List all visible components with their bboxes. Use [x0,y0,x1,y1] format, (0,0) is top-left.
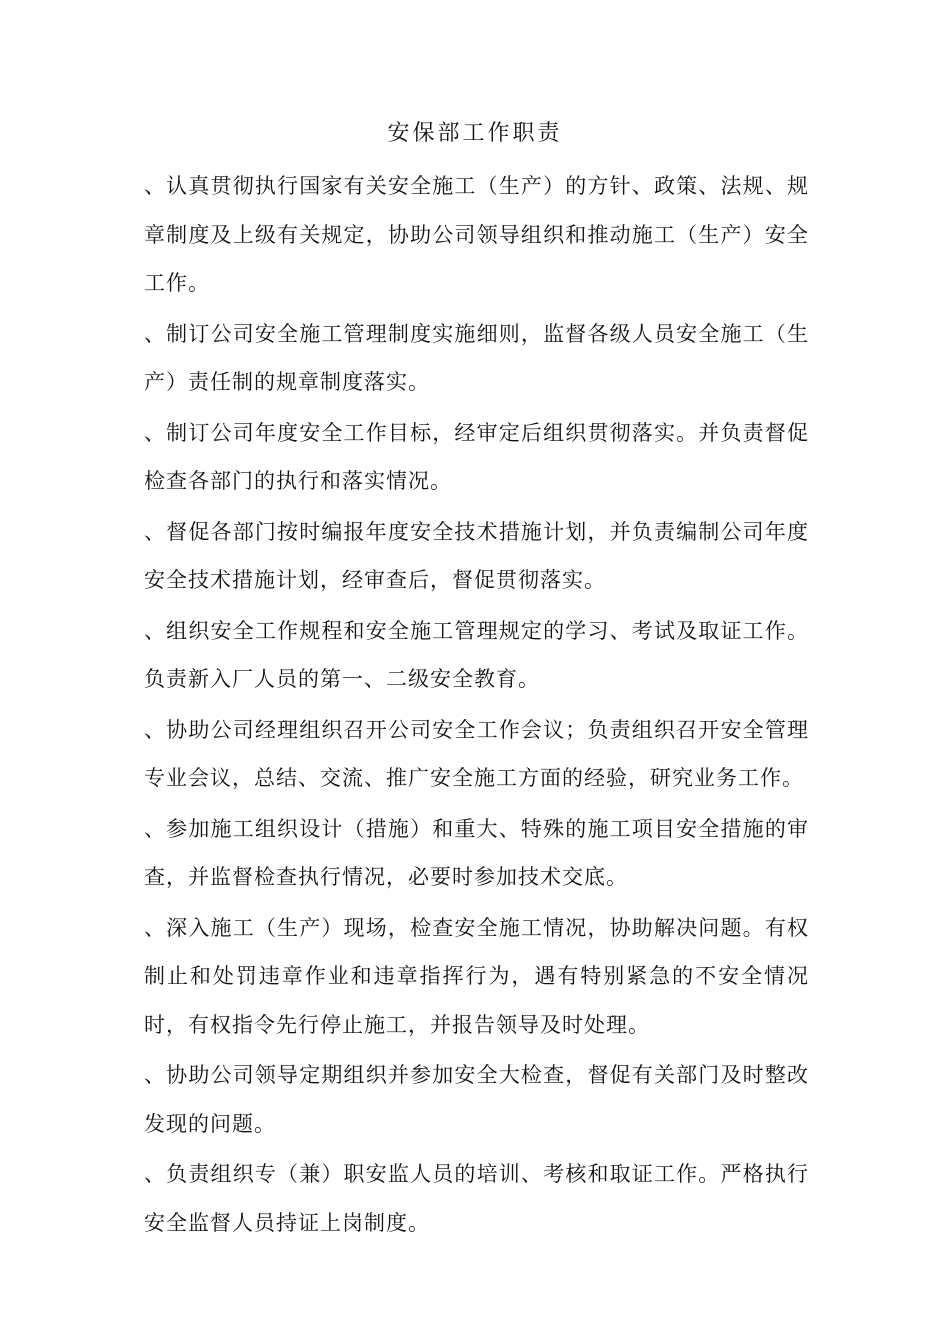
duty-item-7: 、参加施工组织设计（措施）和重大、特殊的施工项目安全措施的审查，并监督检查执行情况，必要时参加技术交底。 [144,816,809,889]
document-title: 安保部工作职责 [387,121,563,146]
duty-item-6: 、协助公司经理组织召开公司安全工作会议；负责组织召开安全管理专业会议，总结、交流、推广安全施工方面的经验，研究业务工作。 [144,717,809,790]
duty-item-1: 、认真贯彻执行国家有关安全施工（生产）的方针、政策、法规、规章制度及上级有关规定，协助公司领导组织和推动施工（生产）安全工作。 [144,174,809,295]
duty-item-9: 、协助公司领导定期组织并参加安全大检查，督促有关部门及时整改发现的问题。 [144,1063,809,1136]
duty-item-5: 、组织安全工作规程和安全施工管理规定的学习、考试及取证工作。负责新入厂人员的第一、二级安全教育。 [144,618,809,691]
duty-item-10: 、负责组织专（兼）职安监人员的培训、考核和取证工作。严格执行安全监督人员持证上岗制度。 [144,1162,809,1235]
document-body [144,162,809,1249]
duty-item-4: 、督促各部门按时编报年度安全技术措施计划，并负责编制公司年度安全技术措施计划，经审查后，督促贯彻落实。 [144,519,809,592]
duty-item-8: 、深入施工（生产）现场，检查安全施工情况，协助解决问题。有权制止和处罚违章作业和违章指挥行为，遇有特别紧急的不安全情况时，有权指令先行停止施工，并报告领导及时处理。 [144,915,809,1037]
duty-item-2: 、制订公司安全施工管理制度实施细则，监督各级人员安全施工（生产）责任制的规章制度落实。 [144,321,809,394]
duty-item-3: 、制订公司年度安全工作目标，经审定后组织贯彻落实。并负责督促检查各部门的执行和落实情况。 [144,420,809,493]
